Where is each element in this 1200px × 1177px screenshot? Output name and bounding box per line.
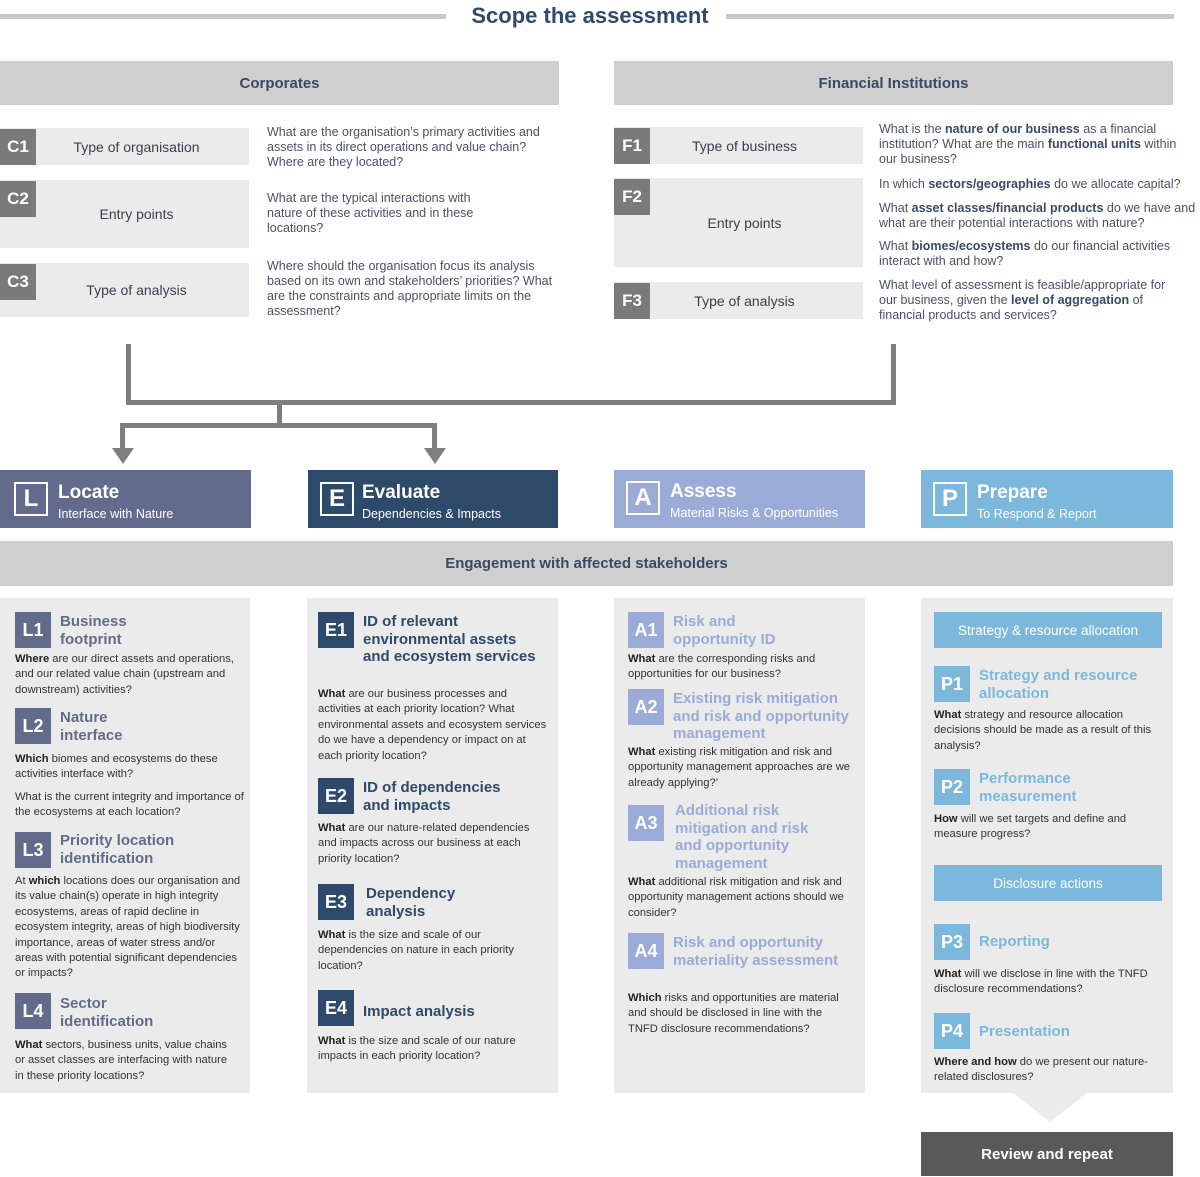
connector-horizontal (126, 400, 896, 405)
e4-text: What is the size and scale of our nature impacts in each priority location? (318, 1035, 516, 1063)
phase-subtitle: Material Risks & Opportunities (670, 506, 839, 520)
l3-text: At which locations does our organisation and its value chain(s) operate in high integrity ecosystems, areas of rapid decline in ecosystem integrity, areas of high biodiversity importance, areas of water stress and/or areas with potential significant dependencies or impacts? (15, 875, 241, 980)
c3-question: Where should the organisation focus its analysis based on its own and stakeholders’ priorities? What are the constraints and appropriate limits on the assessment? (267, 259, 553, 318)
p3-code: P3 (934, 924, 970, 960)
e4-title: Impact analysis (363, 1003, 475, 1020)
phase-title: Locate (58, 482, 120, 503)
l3-title: Priority location identification (60, 832, 175, 867)
a3-title: Additional risk mitigation and risk and opportunity management (675, 802, 809, 872)
engagement-bar: Engagement with affected stakeholders (0, 541, 1173, 586)
connector-branch-left-drop (120, 423, 125, 451)
a1-text: What are the corresponding risks and opportunities for our business? (628, 653, 816, 681)
phase-letter: L (14, 482, 48, 516)
e1-title: ID of relevant environmental assets and ecosystem services (363, 613, 536, 665)
connector-branch (120, 423, 437, 428)
phase-prepare (921, 470, 1173, 528)
f2-label: Entry points (614, 178, 863, 267)
connector-branch-right-drop (432, 423, 437, 451)
phase-title: Assess (670, 481, 737, 502)
f3-code: F3 (614, 283, 650, 319)
p1-title: Strategy and resource allocation (979, 667, 1138, 702)
phase-locate (0, 470, 251, 528)
a2-title: Existing risk mitigation and risk and opportunity management (673, 690, 849, 742)
e4-code: E4 (318, 990, 354, 1026)
arrow-down-icon (112, 448, 134, 465)
f1-code: F1 (614, 128, 650, 164)
phase-title: Evaluate (362, 482, 441, 503)
down-chevron-shape (1012, 1092, 1088, 1122)
l2-code: L2 (15, 708, 51, 744)
p1-text: What strategy and resource allocation decisions should be made as a result of this analysis? (934, 709, 1152, 752)
c1-label: Type of organisation (0, 128, 249, 165)
e3-text: What is the size and scale of our dependencies on nature in each priority location? (318, 929, 514, 972)
l3-code: L3 (15, 832, 51, 868)
l1-code: L1 (15, 612, 51, 648)
e2-text: What are our nature-related dependencies and impacts across our business at each priority location? (318, 822, 530, 865)
c2-code: C2 (0, 181, 36, 217)
phase-assess (614, 470, 865, 528)
l4-text: What sectors, business units, value chains or asset classes are interfacing with nature in these priority locations? (15, 1039, 228, 1082)
a4-code: A4 (628, 933, 664, 969)
connector-right-drop (891, 344, 896, 404)
p3-title: Reporting (979, 933, 1050, 950)
corporates-header: Corporates (0, 61, 559, 105)
p2-text: How will we set targets and define and measure progress? (934, 813, 1127, 841)
f2-question-2: What asset classes/financial products do we have and what are their potential interactions with nature? (879, 201, 1196, 230)
p2-code: P2 (934, 769, 970, 805)
c3-label: Type of analysis (0, 263, 249, 317)
e2-code: E2 (318, 778, 354, 814)
c1-question: What are the organisation’s primary activities and assets in its direct operations and value chain? Where are they located? (267, 125, 540, 169)
f3-label: Type of analysis (614, 282, 863, 319)
a1-title: Risk and opportunity ID (673, 613, 776, 648)
connector-left-drop (126, 344, 131, 404)
phase-evaluate (308, 470, 558, 528)
c1-code: C1 (0, 129, 36, 165)
a3-code: A3 (628, 805, 664, 841)
p1-code: P1 (934, 666, 970, 702)
a2-text: What existing risk mitigation and risk and opportunity management approaches are we already applying?’ (628, 746, 851, 789)
phase-subtitle: Dependencies & Impacts (362, 507, 501, 521)
financial-header: Financial Institutions (614, 61, 1173, 105)
phase-subtitle: Interface with Nature (58, 507, 174, 521)
a2-code: A2 (628, 689, 664, 725)
strategy-bar: Strategy & resource allocation (934, 612, 1162, 648)
title-rule-right (726, 14, 1174, 19)
f2-code: F2 (614, 179, 650, 215)
p4-title: Presentation (979, 1023, 1070, 1040)
a1-code: A1 (628, 612, 664, 648)
disclosure-bar: Disclosure actions (934, 865, 1162, 901)
l4-title: Sector identification (60, 995, 154, 1030)
phase-letter: E (320, 482, 354, 516)
e3-code: E3 (318, 884, 354, 920)
c2-label: Entry points (0, 180, 249, 248)
e1-code: E1 (318, 612, 354, 648)
f2-question-1: In which sectors/geographies do we allocate capital? (879, 177, 1181, 191)
a4-title: Risk and opportunity materiality assessment (673, 934, 839, 969)
review-and-repeat: Review and repeat (921, 1132, 1173, 1176)
l4-code: L4 (15, 993, 51, 1029)
f1-label: Type of business (614, 127, 863, 164)
a3-text: What additional risk mitigation and risk and opportunity management actions should we consider? (628, 876, 844, 919)
e2-title: ID of dependencies and impacts (363, 779, 501, 814)
e1-text: What are our business processes and activities at each priority location? What environmental assets and ecosystem services do we have a dependency or impact on at each priority location? (318, 688, 547, 762)
a4-text: Which risks and opportunities are material and should be disclosed in line with the TNFD disclosure recommendations? (628, 992, 839, 1035)
phase-letter: A (626, 481, 660, 515)
f2-question-3: What biomes/ecosystems do our financial activities interact with and how? (879, 239, 1171, 268)
phase-title: Prepare (977, 482, 1048, 503)
e3-title: Dependency analysis (366, 885, 456, 920)
p2-title: Performance measurement (979, 770, 1077, 805)
phase-subtitle: To Respond & Report (977, 507, 1097, 521)
c2-question: What are the typical interactions with nature of these activities and in these locations? (267, 191, 474, 235)
title-rule-left (0, 14, 446, 19)
p4-code: P4 (934, 1013, 970, 1049)
l2-text-1: Which biomes and ecosystems do these activities interface with? (15, 753, 218, 781)
phase-letter: P (933, 482, 967, 516)
l1-text: Where are our direct assets and operations, and our related value chain (upstream and downstream) activities? (15, 653, 234, 696)
l1-title: Business footprint (60, 613, 127, 648)
arrow-down-icon (424, 448, 446, 465)
c3-code: C3 (0, 264, 36, 300)
page-title: Scope the assessment (471, 3, 709, 28)
p3-text: What will we disclose in line with the TNFD disclosure recommendations? (934, 968, 1148, 996)
p4-text: Where and how do we present our nature-related disclosures? (934, 1056, 1148, 1084)
f3-question: What level of assessment is feasible/appropriate for our business, given the level of aggregation of financial products and services? (879, 278, 1166, 322)
f1-question: What is the nature of our business as a financial institution? What are the main functional units within our business? (879, 122, 1177, 166)
l2-title: Nature interface (60, 709, 123, 744)
l2-text-2: What is the current integrity and importance of the ecosystems at each location? (15, 791, 244, 819)
